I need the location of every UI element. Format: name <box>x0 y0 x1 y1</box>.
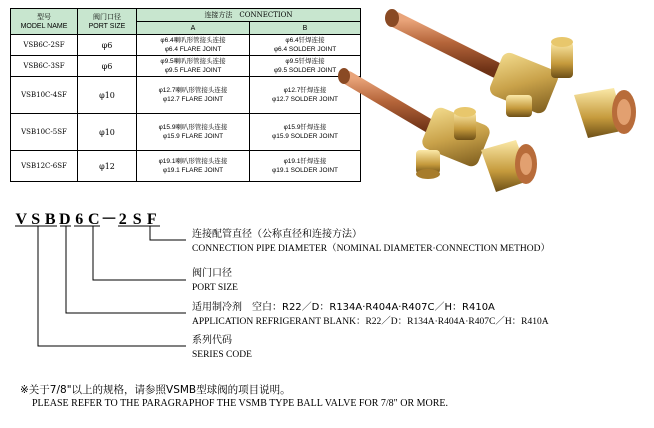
port-cell: φ6 <box>78 35 137 56</box>
code-char: 6 <box>75 211 84 228</box>
label-connection-zh: 连接配管直径（公称直径和连接方法） <box>192 229 362 240</box>
code-char: F <box>146 211 157 228</box>
note-en: PLEASE REFER TO THE PARAGRAPHOF THE VSMB TYPE BALL VALVE FOR 7/8" OR MORE. <box>32 398 449 409</box>
label-series-zh: 系列代码 <box>192 335 232 346</box>
port-cell: φ10 <box>78 114 137 151</box>
conn-a-zh: φ15.9喇叭形管接头连接 <box>158 124 228 131</box>
model-cell: VSB6C-3SF <box>11 56 78 77</box>
model-cell: VSB6C-2SF <box>11 35 78 56</box>
code-char: B <box>44 211 56 228</box>
conn-a-en: φ19.1 FLARE JOINT <box>162 167 224 174</box>
conn-a-zh: φ12.7喇叭形管接头连接 <box>158 87 228 94</box>
code-char: － <box>101 211 118 228</box>
conn-a-en: φ9.5 FLARE JOINT <box>164 67 222 74</box>
label-series-en: SERIES CODE <box>192 350 252 360</box>
leader-series <box>38 226 186 346</box>
note-zh: ※关于7/8"以上的规格，请参照VSMB型球阀的项目说明。 <box>20 384 291 396</box>
code-char: S <box>132 211 142 228</box>
leader-port <box>93 226 186 280</box>
conn-b-zh: φ9.5钎焊连接 <box>285 58 325 65</box>
leader-connection <box>150 226 186 240</box>
label-refrigerant-en: APPLICATION REFRIGERANT BLANK：R22／D：R134A·R404A·R407C／H：R410A <box>192 317 549 327</box>
conn-b-en: φ15.9 SOLDER JOINT <box>272 133 338 140</box>
conn-a-zh: φ6.4喇叭形管接头连接 <box>160 37 226 44</box>
header-model-zh: 型号 <box>37 12 51 21</box>
code-char: V <box>15 211 28 228</box>
header-col-a: A <box>137 22 250 35</box>
conn-a-zh: φ9.5喇叭形管接头连接 <box>160 58 226 65</box>
conn-a-zh: φ19.1喇叭形管接头连接 <box>158 158 228 165</box>
conn-a-en: φ12.7 FLARE JOINT <box>162 96 224 103</box>
conn-b-en: φ19.1 SOLDER JOINT <box>272 167 338 174</box>
code-char: D <box>58 211 71 228</box>
label-connection-en: CONNECTION PIPE DIAMETER（NOMINAL DIAMETER·CONNECTION METHOD） <box>192 244 550 254</box>
port-cell: φ12 <box>78 151 137 182</box>
header-col-b: B <box>250 22 361 35</box>
model-cell: VSB10C-5SF <box>11 114 78 151</box>
conn-b-en: φ6.4 SOLDER JOINT <box>273 46 337 53</box>
label-refrigerant-zh: 适用制冷剂 空白：R22／D：R134A·R404A·R407C／H：R410A <box>192 302 495 313</box>
label-port-zh: 阀门口径 <box>192 268 232 279</box>
header-port-en: PORT SIZE <box>88 22 126 30</box>
header-connection-label: 连接方法 CONNECTION <box>204 10 293 19</box>
conn-b-en: φ12.7 SOLDER JOINT <box>272 96 338 103</box>
conn-b-zh: φ19.1钎焊连接 <box>283 158 327 165</box>
leader-refrigerant <box>66 226 186 313</box>
conn-b-en: φ9.5 SOLDER JOINT <box>273 67 337 74</box>
model-cell: VSB12C-6SF <box>11 151 78 182</box>
conn-b-zh: φ6.4钎焊连接 <box>285 37 325 44</box>
model-cell: VSB10C-4SF <box>11 77 78 114</box>
header-model-en: MODEL NAME <box>20 22 68 30</box>
code-char: 2 <box>118 211 127 228</box>
conn-a-en: φ6.4 FLARE JOINT <box>164 46 222 53</box>
code-char: S <box>31 211 41 228</box>
port-cell: φ10 <box>78 77 137 114</box>
code-char: C <box>87 211 100 228</box>
conn-b-zh: φ12.7钎焊连接 <box>283 87 327 94</box>
conn-a-en: φ15.9 FLARE JOINT <box>162 133 224 140</box>
port-cell: φ6 <box>78 56 137 77</box>
conn-b-zh: φ15.9钎焊连接 <box>283 124 327 131</box>
header-port-zh: 阀门口径 <box>93 12 121 21</box>
label-port-en: PORT SIZE <box>192 283 238 293</box>
